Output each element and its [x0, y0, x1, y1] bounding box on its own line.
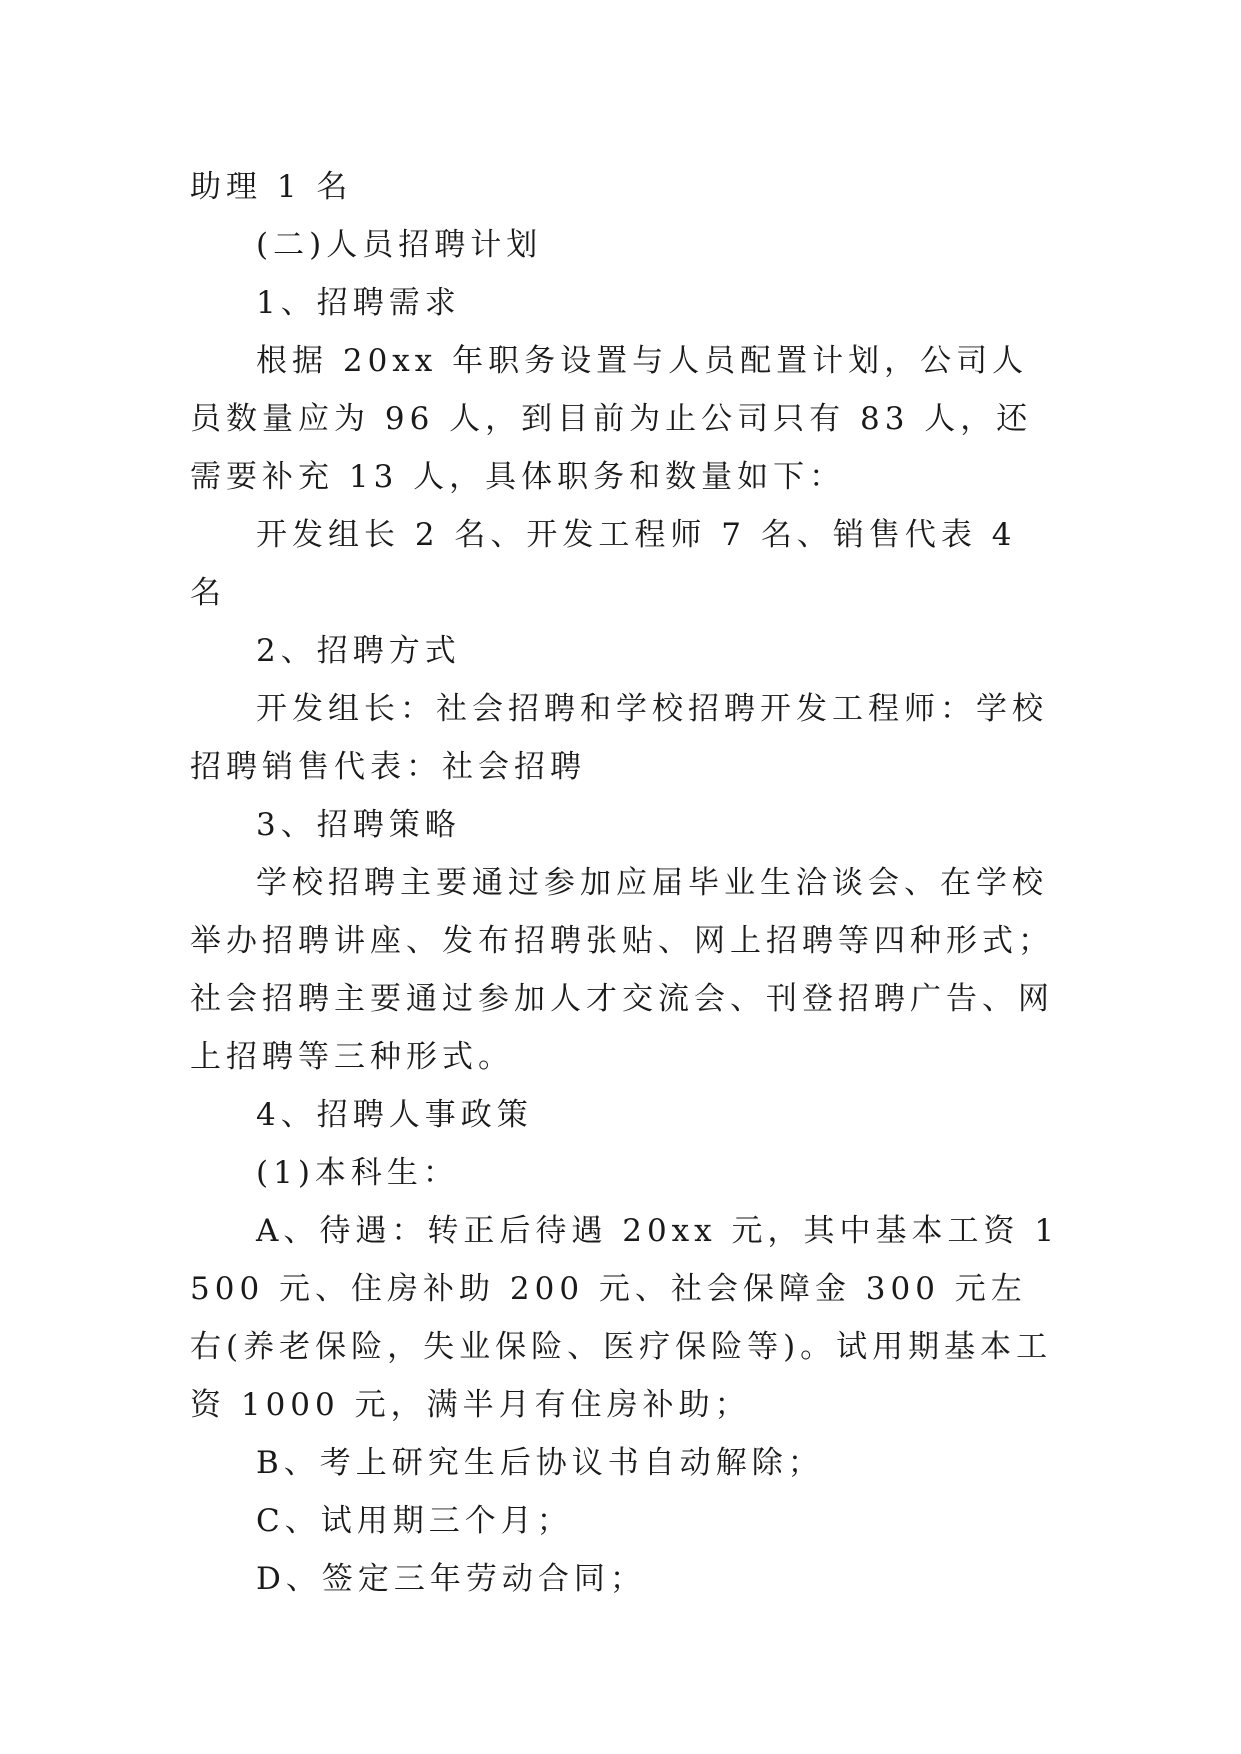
- section-heading-recruitment-plan: (二)人员招聘计划: [256, 227, 543, 263]
- subheading-hr-policy: 4、招聘人事政策: [256, 1097, 533, 1133]
- paragraph-strategy-detail: 学校招聘主要通过参加应届毕业生洽谈会、在学校举办招聘讲座、发布招聘张贴、网上招聘等四种形式；社会招聘主要通过参加人才交流会、刊登招聘广告、网上招聘等三种形式。: [190, 865, 1054, 1075]
- paragraph-staffing-plan: 根据 20xx 年职务设置与人员配置计划，公司人员数量应为 96 人，到目前为止公司只有 83 人，还需要补充 13 人，具体职务和数量如下：: [190, 343, 1033, 495]
- subheading-recruitment-strategy: 3、招聘策略: [256, 807, 461, 843]
- paragraph-positions-list: 开发组长 2 名、开发工程师 7 名、销售代表 4 名: [190, 517, 1017, 611]
- paragraph-methods-detail: 开发组长：社会招聘和学校招聘开发工程师：学校招聘销售代表：社会招聘: [190, 691, 1048, 785]
- item-undergraduate: (1)本科生：: [256, 1155, 459, 1191]
- item-b-graduate-study: B、考上研究生后协议书自动解除；: [256, 1445, 824, 1481]
- document-body: [190, 158, 1060, 1608]
- subheading-recruitment-methods: 2、招聘方式: [256, 633, 461, 669]
- item-a-compensation: A、待遇：转正后待遇 20xx 元，其中基本工资 1500 元、住房补助 200 元、社会保障金 300 元左右(养老保险，失业保险、医疗保险等)。试用期基本工资 1000 元，满半月有住房补助；: [190, 1213, 1060, 1423]
- subheading-recruitment-needs: 1、招聘需求: [256, 285, 461, 321]
- item-d-contract: D、签定三年劳动合同；: [256, 1561, 646, 1597]
- item-c-probation: C、试用期三个月；: [256, 1503, 573, 1539]
- paragraph-continuation: 助理 1 名: [190, 169, 353, 205]
